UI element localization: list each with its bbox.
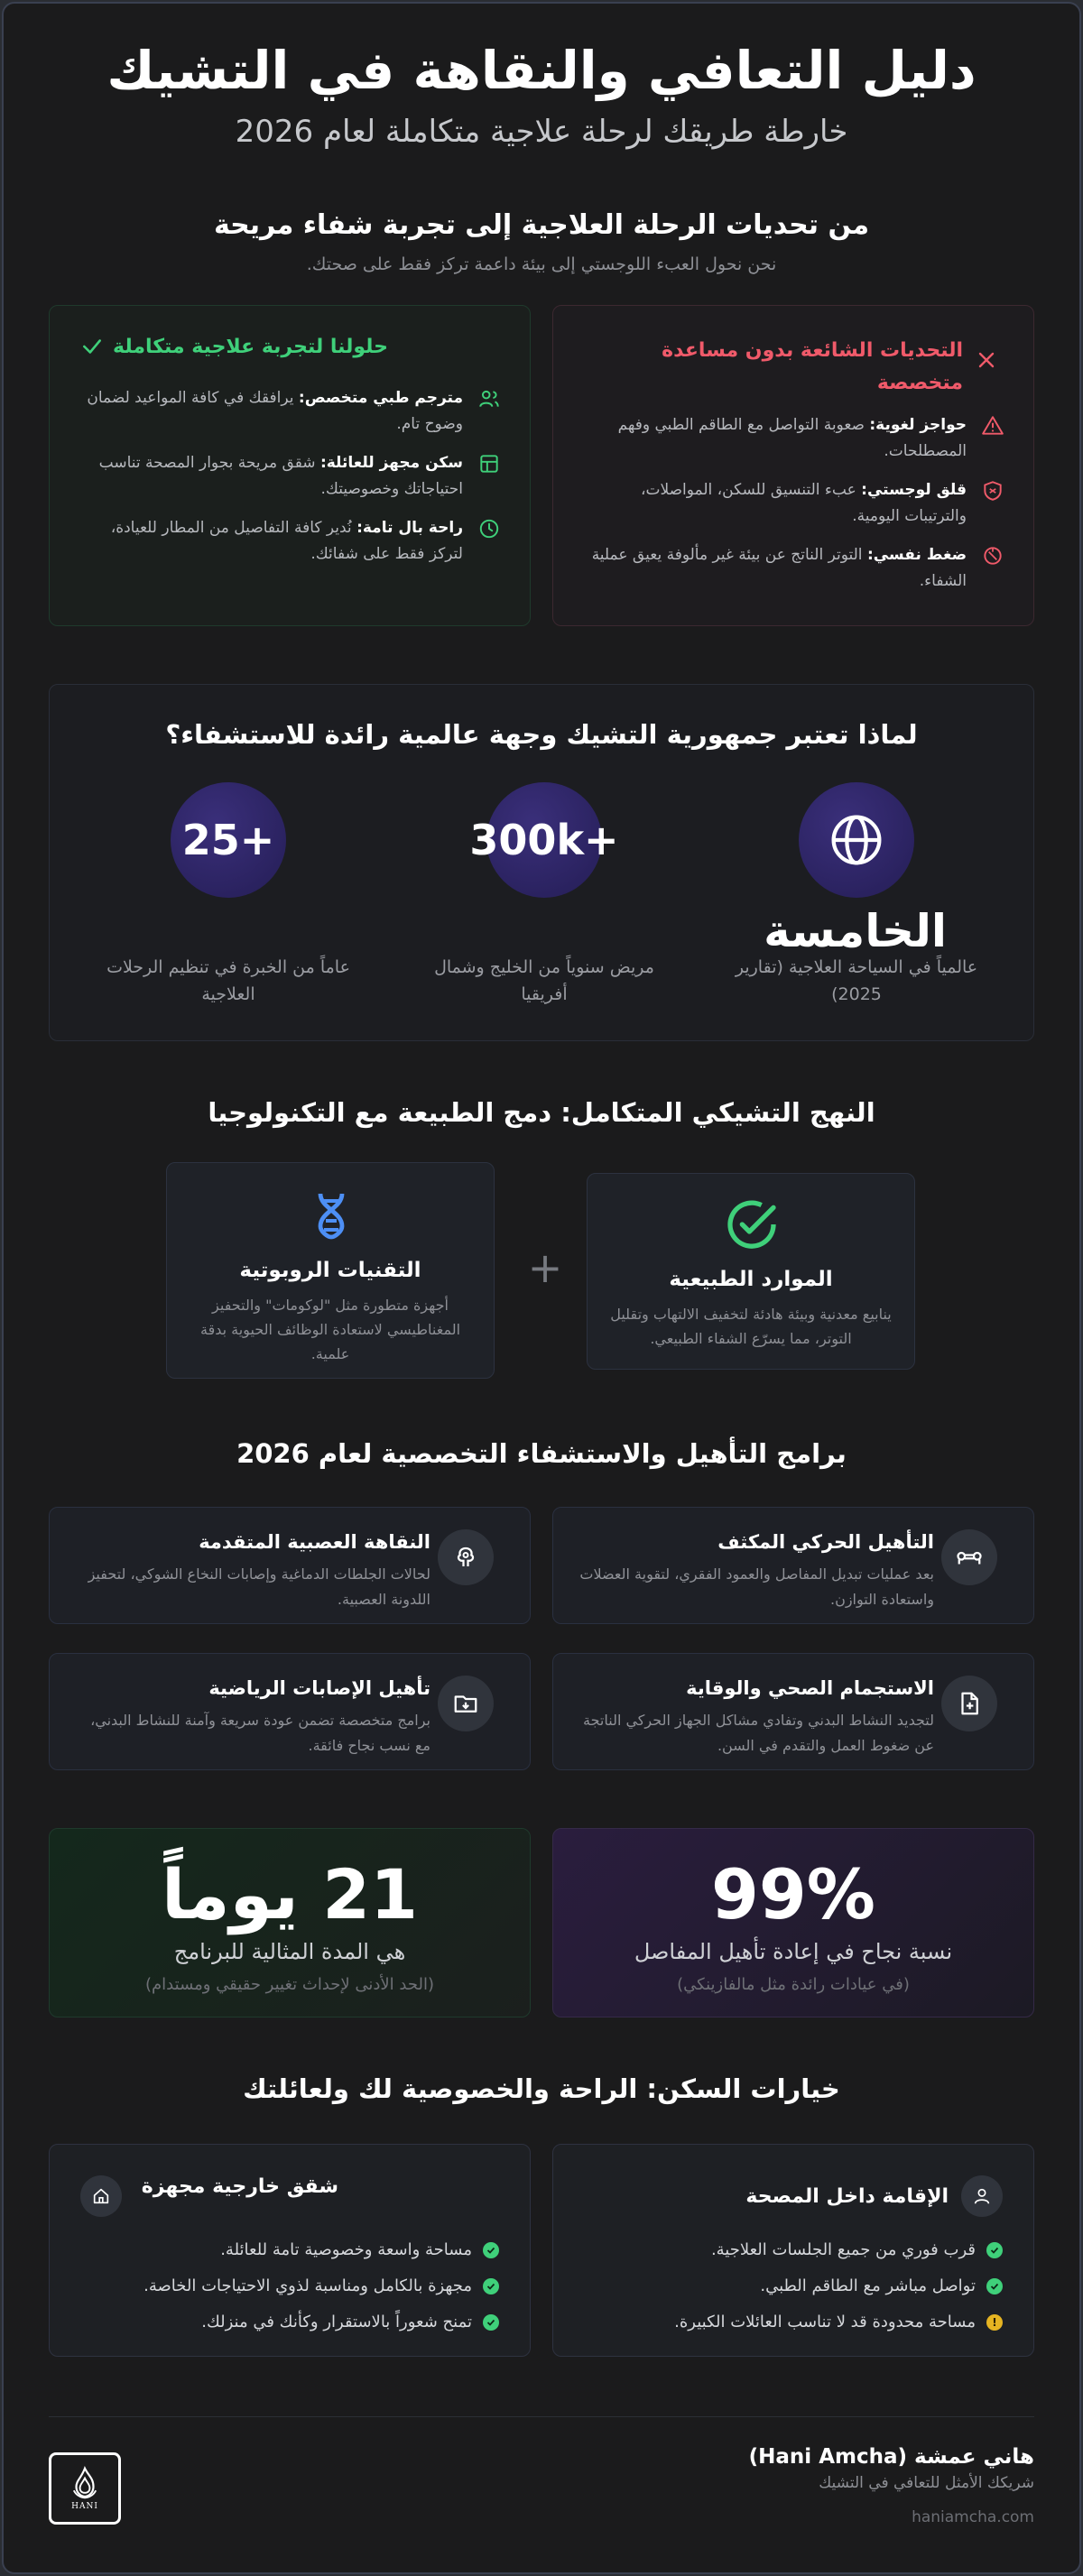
check-icon — [483, 2314, 499, 2331]
problems-heading: التحديات الشائعة بدون مساعدة متخصصة — [662, 339, 963, 394]
housing-option-title: الإقامة داخل المصحة — [745, 2184, 949, 2208]
robotic-text: أجهزة متطورة مثل "لوكومات" والتحفيز المغناطيسي لاستعادة الوظائف الحيوية بدقة علمية. — [199, 1297, 461, 1362]
warning-dot-icon: ! — [986, 2314, 1003, 2331]
natural-text: ينابيع معدنية وبيئة هادئة لتخفيف الالتهاب وتقليل التوتر، مما يسرّع الشفاء الطبيعي. — [610, 1306, 892, 1347]
housing-feature-text: مجهزة بالكامل ومناسبة لذوي الاحتياجات الخاصة. — [143, 2276, 472, 2295]
housing-title: خيارات السكن: الراحة والخصوصية لك ولعائلتك — [243, 2073, 840, 2104]
program-card — [552, 1653, 1034, 1770]
housing-option-title: شقق خارجية مجهزة — [141, 2175, 338, 2198]
solution-item — [86, 450, 501, 503]
user-icon-wrap — [961, 2175, 1003, 2217]
problem-item — [589, 477, 1004, 530]
stat-value: الخامسة — [764, 905, 947, 957]
logo-text: HANI — [71, 2502, 98, 2511]
program-text: بعد عمليات تبديل المفاصل والعمود الفقري، لتقوية العضلات واستعادة التوازن. — [579, 1565, 934, 1608]
checkmark-icon — [80, 335, 104, 358]
approach-title: النهج التشيكي المتكامل: دمج الطبيعة مع التكنولوجيا — [208, 1097, 875, 1128]
check-icon — [986, 2242, 1003, 2258]
users-icon — [477, 387, 501, 411]
problems-card — [552, 305, 1034, 626]
check-circle-icon — [723, 1196, 781, 1253]
plus-sign: + — [527, 1243, 563, 1292]
why-title: لماذا تعتبر جمهورية التشيك وجهة عالمية رائدة للاستشفاء؟ — [165, 719, 918, 750]
stat-label: عاماً من الخبرة في تنظيم الرحلات العلاجية — [106, 957, 350, 1004]
dna-icon — [310, 1190, 353, 1241]
problem-title: حواجز لغوية: — [869, 416, 967, 434]
big-stat-label: نسبة نجاح في إعادة تأهيل المفاصل — [634, 1939, 953, 1964]
housing-feature-text: تمنح شعوراً بالاستقرار وكأنك في منزلك. — [201, 2313, 472, 2331]
solution-text: نُدير كافة التفاصيل من المطار للعيادة، لتركز فقط على شفائك. — [110, 519, 463, 563]
challenges-subtitle: نحن نحول العبء اللوجستي إلى بيئة داعمة تركز فقط على صحتك. — [306, 254, 777, 274]
solution-item — [86, 515, 501, 568]
program-text: برامج متخصصة تضمن عودة سريعة وآمنة للنشاط البدني، مع نسب نجاح فائقة. — [90, 1712, 430, 1754]
program-card — [552, 1507, 1034, 1624]
program-duration-card — [49, 1828, 531, 2017]
check-icon — [986, 2278, 1003, 2294]
problem-item — [589, 412, 1004, 465]
footer-name: هاني عمشة (Hani Amcha) — [748, 2445, 1034, 2469]
housing-feature — [201, 2313, 499, 2331]
program-title: النقاهة العصبية المتقدمة — [199, 1531, 430, 1553]
big-stat-note: (الحد الأدنى لإحداث تغيير حقيقي ومستدام) — [145, 1975, 434, 1994]
stat-label: مريض سنوياً من الخليج وشمال أفريقيا — [434, 957, 654, 1004]
page-title: دليل التعافي والنقاهة في التشيك — [106, 40, 977, 101]
home-icon — [91, 2186, 111, 2206]
stat-label: عالمياً في السياحة العلاجية (تقارير 2025) — [735, 957, 978, 1004]
why-section — [49, 684, 1034, 1041]
problem-text: التوتر الناتج عن بيئة غير مألوفة يعيق عملية الشفاء. — [591, 546, 967, 590]
program-icon-wrap — [941, 1676, 997, 1731]
housing-feature — [760, 2276, 1003, 2295]
program-title: تأهيل الإصابات الرياضية — [208, 1677, 430, 1699]
shield-icon — [981, 479, 1004, 503]
solution-title: مترجم طبي متخصص: — [298, 389, 463, 407]
warning-icon — [981, 414, 1004, 438]
close-icon — [976, 349, 997, 371]
problem-title: ضغط نفسي: — [866, 546, 967, 564]
natural-title: الموارد الطبيعية — [669, 1268, 833, 1291]
solutions-heading: حلولنا لتجربة علاجية متكاملة — [113, 335, 389, 358]
program-text: لتجديد النشاط البدني وتفادي مشاكل الجهاز الحركي الناتجة عن ضغوط العمل والتقدم في السن. — [583, 1712, 934, 1754]
challenges-title: من تحديات الرحلة العلاجية إلى تجربة شفاء مريحة — [213, 209, 870, 241]
problem-text: عبء التنسيق للسكن، المواصلات، والترتيبات اليومية. — [640, 481, 967, 525]
problem-item — [589, 542, 1004, 595]
user-icon — [972, 2186, 992, 2206]
infographic-page — [2, 2, 1081, 2574]
problem-title: قلق لوجستي: — [861, 481, 967, 499]
file-plus-icon — [956, 1690, 983, 1717]
footer-tagline: شريكك الأمثل للتعافي في التشيك — [819, 2474, 1034, 2492]
problem-text: صعوبة التواصل مع الطاقم الطبي وفهم المصطلحات. — [617, 416, 967, 460]
housing-feature — [711, 2240, 1003, 2259]
logo — [49, 2452, 121, 2525]
housing-feature-text: قرب فوري من جميع الجلسات العلاجية. — [710, 2240, 976, 2259]
housing-option-card — [552, 2144, 1034, 2357]
check-icon — [483, 2242, 499, 2258]
footer-site-link[interactable]: haniamcha.com — [912, 2508, 1034, 2526]
program-card — [49, 1653, 531, 1770]
program-card — [49, 1507, 531, 1624]
footer-divider — [49, 2416, 1034, 2417]
flame-logo-icon — [69, 2466, 100, 2500]
housing-feature-text: مساحة واسعة وخصوصية تامة للعائلة. — [220, 2240, 472, 2259]
housing-feature — [674, 2313, 1003, 2331]
program-text: لحالات الجلطات الدماغية وإصابات النخاع الشوكي، لتحفيز اللدونة العصبية. — [88, 1565, 430, 1608]
program-icon-wrap — [941, 1529, 997, 1585]
housing-option-card — [49, 2144, 531, 2357]
big-stat-label: هي المدة المثالية للبرنامج — [173, 1939, 406, 1964]
stat-circle — [469, 782, 619, 898]
globe-stat-circle — [799, 782, 914, 898]
big-stat-value: 21 يوماً — [161, 1854, 418, 1934]
footer-info — [749, 2445, 1034, 2526]
program-icon-wrap — [438, 1529, 494, 1585]
housing-feature-text: تواصل مباشر مع الطاقم الطبي. — [760, 2276, 976, 2295]
housing-feature-text: مساحة محدودة قد لا تناسب العائلات الكبيرة. — [674, 2313, 976, 2331]
folder-down-icon — [452, 1690, 479, 1717]
solution-item — [86, 385, 501, 438]
stat-value: 300k+ — [469, 816, 619, 864]
solutions-card — [49, 305, 531, 626]
housing-feature — [220, 2240, 499, 2259]
solution-title: سكن مجهز للعائلة: — [319, 454, 463, 472]
natural-resources-card — [587, 1173, 915, 1370]
solution-text: يرافقك في كافة المواعيد لضمان وضوح تام. — [87, 389, 463, 433]
big-stat-note: (في عيادات رائدة مثل مالفازينكي) — [677, 1975, 910, 1994]
program-title: التأهيل الحركي المكثف — [717, 1531, 934, 1553]
stat-circle — [171, 782, 286, 898]
brain-icon — [452, 1544, 479, 1571]
bone-icon — [956, 1544, 983, 1571]
home-icon-wrap — [80, 2175, 122, 2217]
check-icon — [483, 2278, 499, 2294]
program-icon-wrap — [438, 1676, 494, 1731]
layout-icon — [477, 452, 501, 475]
page-subtitle: خارطة طريقك لرحلة علاجية متكاملة لعام 2026 — [235, 114, 848, 150]
housing-feature — [143, 2276, 499, 2295]
robotic-tech-card — [166, 1162, 495, 1379]
solution-text: شقق مريحة بجوار المصحة تناسب احتياجاتك وخصوصيتك. — [98, 454, 463, 498]
globe-icon — [828, 811, 885, 869]
stress-icon — [981, 544, 1004, 568]
programs-title: برامج التأهيل والاستشفاء التخصصية لعام 2026 — [236, 1438, 847, 1469]
robotic-title: التقنيات الروبوتية — [239, 1259, 421, 1282]
program-title: الاستجمام الصحي والوقاية — [686, 1677, 934, 1699]
big-stat-value: 99% — [711, 1854, 875, 1934]
stat-value: 25+ — [181, 816, 275, 864]
solution-title: راحة بال تامة: — [356, 519, 463, 537]
clock-icon — [477, 517, 501, 540]
success-rate-card — [552, 1828, 1034, 2017]
